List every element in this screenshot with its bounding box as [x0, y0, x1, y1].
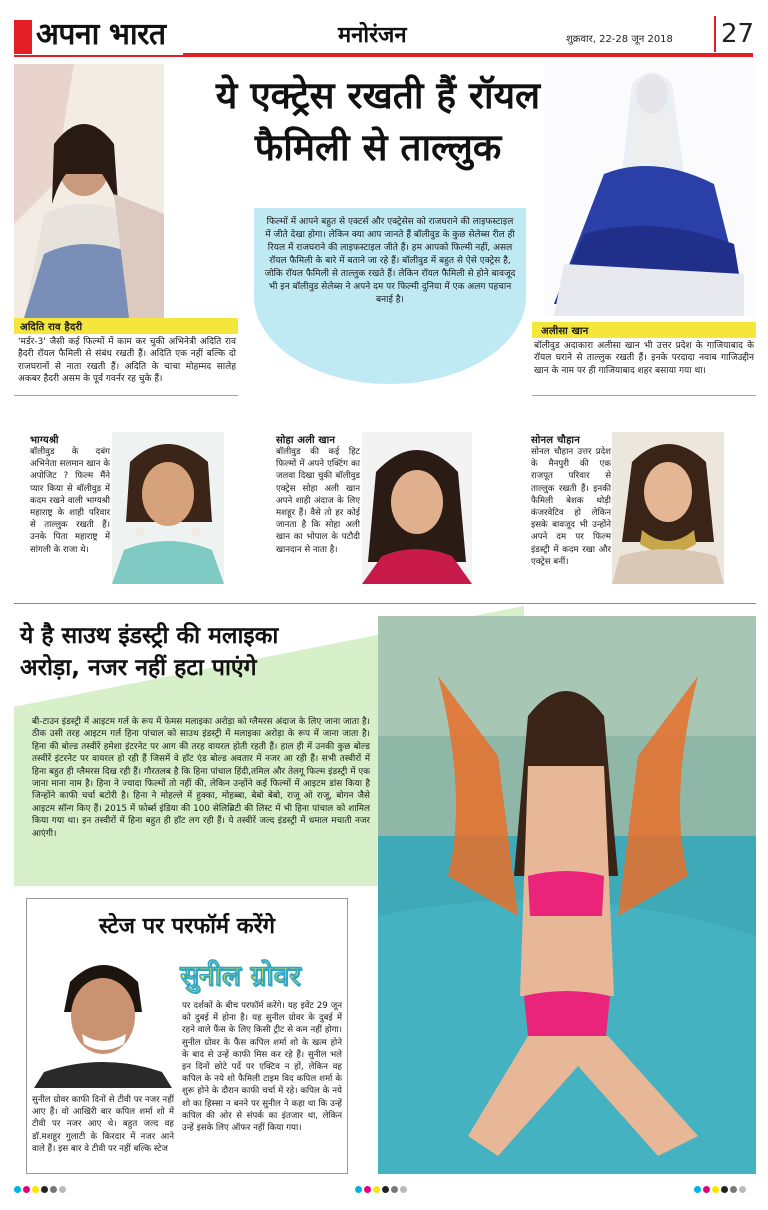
sunil-left-text: सुनील ग्रोवर काफी दिनों से टीवी पर नजर नहीं आए हैं। वो आखिरी बार कपिल शर्मा शो में टीवी पर नजर आए थे। बहुत जल्द वह डॉ.मशहूर गुलाटी के किरदार में नजर आने वाले हैं। इस बार वे टीवी पर नहीं बल्कि स्टेज — [32, 1095, 174, 1154]
alisa-photo — [544, 64, 756, 316]
portrait-illustration — [378, 616, 756, 1174]
portrait-illustration — [612, 432, 724, 584]
bhagyashree-name: भाग्यश्री — [30, 435, 59, 446]
portrait-illustration — [544, 64, 756, 316]
sonal-name: सोनल चौहान — [531, 435, 580, 446]
soha-name: सोहा अली खान — [276, 435, 336, 446]
bhagyashree-text: बॉलीवुड के दबंग अभिनेता सलमान खान के अपोजिट ? फिल्म मैंने प्यार किया से बॉलीवुड में कदम रखने वाली भाग्यश्री महाराष्ट्र के शाही परिवार से ताल्लुक रखती हैं। उनके पिता महाराष्ट्र में सांगली के राजा थे। — [30, 447, 110, 555]
logo-red-block — [14, 20, 32, 54]
masthead — [0, 0, 768, 58]
issue-date: शुक्रवार, 22-28 जून 2018 — [566, 34, 673, 45]
aditi-rule — [14, 395, 238, 396]
sonal-text: सोनल चौहान उत्तर प्रदेश के मैनपुरी की एक राजपूत परिवार से ताल्लुक रखती हैं। इनकी फैमिली बेशक थोड़ी कंजरवेटिव हो लेकिन इसके बावजूद भी उन्होंने अपने दम पर फिल्म इंडस्ट्री में कदम रखा और एक्ट्रेस बनीं। — [531, 447, 611, 567]
intro-text: फिल्मों में आपने बहुत से एक्टर्स और एक्ट्रेसेस को राजघराने की लाइफस्टाइल में जीते देखा होगा। लेकिन क्या आप जानते हैं बॉलीवुड के कुछ सेलेब्स रील ही रियल में राजघराने की लाइफस्टाइल जीते हैं। हम आपको फिल्मी नहीं, असल रॉयल फैमिली के बारे में बताने जा रहे हैं। बॉलीवुड में बहुत से ऐसे एक्ट्रेस है, जोकि रॉयल फैमिली से ताल्लुक रखते हैं। लेकिन रॉयल फैमिली से होने बावजूद भी इन बॉलीवुड सेलेब्स ने अपने दम पर फिल्मी दुनिया में एक अलग पहचान बनाई है। — [264, 217, 516, 305]
top-headline — [168, 70, 588, 174]
second-headline-line1: ये है साउथ इंडस्ट्री की मलाइका — [20, 623, 279, 649]
hina-photo — [378, 616, 756, 1174]
soha-photo — [362, 432, 472, 584]
portrait-illustration — [14, 64, 164, 318]
alisa-text: बॉलीवुड अदाकारा अलीसा खान भी उत्तर प्रदेश के गाजियाबाद के रॉयल घराने से ताल्लुक रखती हैं। इनके परदादा नवाब गाजिउद्दीन खान के नाम पर ही गाजियाबाद शहर बसाया गया था। — [534, 341, 754, 376]
sunil-box-headline: स्टेज पर परफॉर्म करेंगे — [98, 914, 276, 939]
masthead-rule — [183, 53, 753, 57]
top-headline-line2: फैमिली से ताल्लुक — [254, 126, 502, 169]
second-headline — [20, 620, 380, 684]
registration-dots-center — [355, 1186, 407, 1193]
portrait-illustration — [34, 952, 172, 1088]
aditi-text: 'मर्डर-3' जैसी कई फिल्मों में काम कर चुकी अभिनेत्री अदिति राव हैदरी रॉयल फैमिली से संबंध रखती हैं। अदिति एक नहीं बल्कि दो राजघरानों से नाता रखती हैं। अदिति के चाचा मोहम्मद सालेह अकबर हैदरी असम के पूर्व गवर्नर रह चुके हैं। — [18, 337, 236, 385]
alisa-name: अलीसा खान — [541, 326, 589, 337]
registration-dots-right — [694, 1186, 746, 1193]
section-separator — [14, 603, 756, 604]
sunil-name-display: सुनील ग्रोवर — [180, 959, 301, 992]
sunil-photo — [34, 952, 172, 1088]
registration-dots-left — [14, 1186, 66, 1193]
soha-text: बॉलीवुड की कई हिट फिल्मों में अपने एक्टिंग का जलवा दिखा चुकी बॉलीवुड एक्ट्रेस सोहा अली खान अपने शाही अंदाज के लिए मशहूर हैं। वैसे तो हर कोई जानता है कि सोहा अली खान का भोपाल के पटौदी खानदान से नाता है। — [276, 447, 360, 555]
sonal-photo — [612, 432, 724, 584]
bhagyashree-photo — [112, 432, 224, 584]
aditi-photo — [14, 64, 164, 318]
top-headline-line1: ये एक्ट्रेस रखती हैं रॉयल — [215, 74, 541, 117]
sunil-right-text: पर दर्शकों के बीच परफॉर्म करेंगे। यह इवेंट 29 जून को दुबई में होना है। यह सुनील ग्रोवर के दुबई में रहने वाले फैंस के लिए किसी ट्रीट से कम नहीं होगा। सुनील ग्रोवर के फैंस कपिल शर्मा शो के खत्म होने के बाद से उन्हें काफी मिस कर रहे हैं। सुनील भले इन दिनों छोटे पर्दे पर एक्टिव न हों, लेकिन वह कपिल के नये शो फैमिली टाइम विद कपिल शर्मा के शुरू होने के दौरान काफी चर्चा में रहे। कपिल के नये शो का हिस्सा न बनने पर सुनील ने कहा था कि उन्हें कपिल की ओर से संपर्क का इंतजार था, लेकिन उन्हें इसके लिए ऑफर नहीं किया गया। — [182, 1001, 342, 1134]
alisa-rule — [532, 395, 756, 396]
page-divider — [714, 16, 716, 52]
section-title: मनोरंजन — [338, 23, 407, 48]
portrait-illustration — [112, 432, 224, 584]
paper-name: अपना भारत — [36, 17, 166, 52]
masthead-rule-thin — [14, 55, 184, 57]
second-headline-line2: अरोड़ा, नजर नहीं हटा पाएंगे — [20, 655, 257, 681]
second-body: बी-टाउन इंडस्ट्री में आइटम गर्ल के रूप में फेमस मलाइका अरोड़ा को ग्लैमरस अंदाज के लिए जाना जाता है। ठीक उसी तरह आइटम गर्ल हिना पांचाल को साउथ इंडस्ट्री में मलाइका अरोड़ा के रूप में जाना जाता है। हिना की बोल्ड तस्वीरें हमेशा इंटरनेट पर आग की तरह वायरल होती रहती हैं। हाल ही में उनकी कुछ बोल्ड तस्वीरें इंटरनेट पर वायरल हो रही हैं जिसमें वे हॉट एंड बोल्ड अवतार में नजर आ रही हैं। सभी तस्वीरों में हिना बहुत ही ग्लैमरस दिख रही हैं। गौरतलब है कि हिना पांचाल हिंदी,तमिल और तेलगू फिल्म इंडस्ट्री में एक जाना माना नाम है। हिना ने ज्यादा फिल्मों तो नहीं की, लेकिन उन्होंने कई फिल्मों में आइटम डांस किया है जिन्होंने काफी चर्चा बटोरी है। हिना ने मोहल्ले में हुक्का, मोहब्बा, बेबो बेबो, राजू ओ राजू, बोगन जैसे आइटम सॉन्ग किए हैं। 2015 में फोर्ब्स इंडिया की 100 सेलिब्रिटी की लिस्ट में भी हिना पांचाल को शामिल किया गया था। इन तस्वीरों में हिना बहुत ही हॉट लग रही हैं। ये तस्वीरें जल्द इंडस्ट्री में धमाल मचाती नजर आएंगी। — [32, 717, 370, 839]
page-number: 27 — [721, 19, 755, 49]
aditi-name: अदिति राव हैदरी — [20, 322, 83, 333]
portrait-illustration — [362, 432, 472, 584]
